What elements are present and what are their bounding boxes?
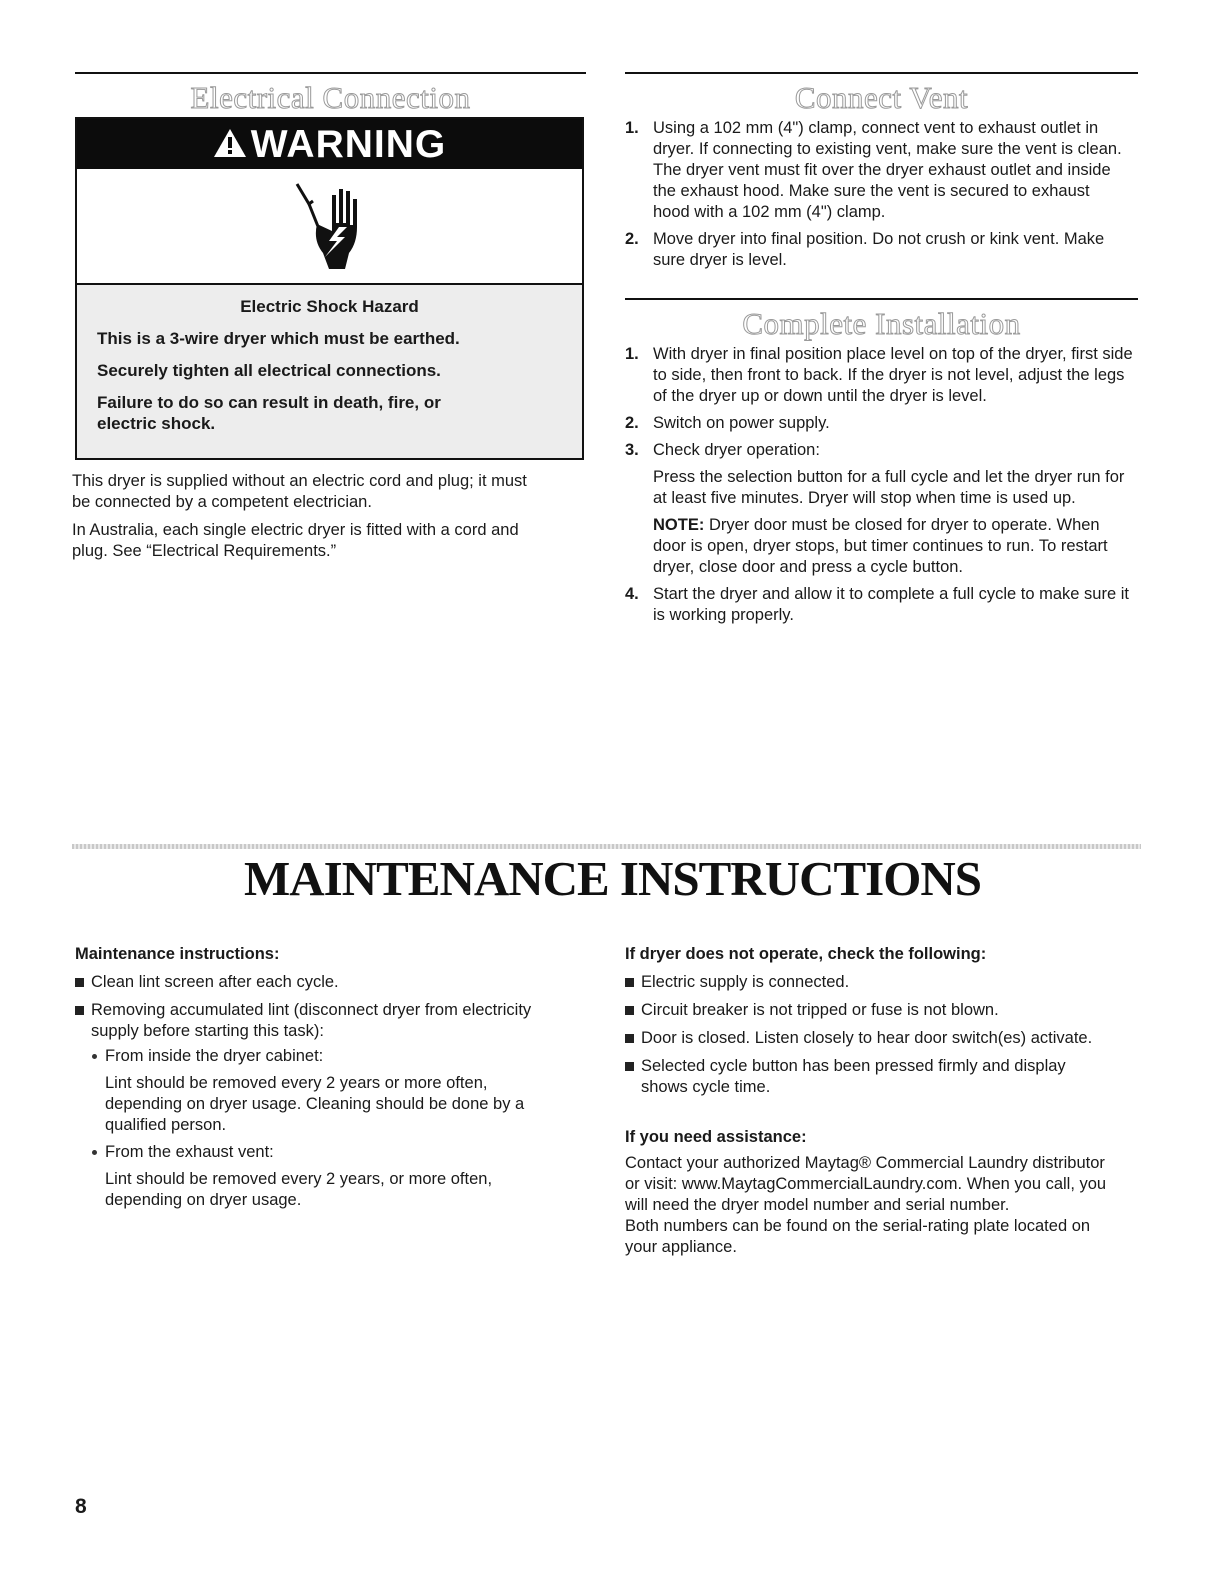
- item-text: Removing accumulated lint (disconnect dryer from electricity supply before starting this task):: [91, 1001, 532, 1040]
- list-item: [625, 1000, 1125, 1021]
- page-number: 8: [75, 1495, 87, 1518]
- bullet-dot-icon: [92, 1150, 97, 1155]
- note-label: NOTE:: [653, 516, 705, 534]
- troubleshoot-heading: If dryer does not operate, check the following:: [625, 945, 987, 963]
- bullet-icon: [625, 1006, 634, 1015]
- item-text: Circuit breaker is not tripped or fuse is not blown.: [641, 1001, 999, 1019]
- note-text: Dryer door must be closed for dryer to operate. When door is open, dryer stops, but timer continues to run. To restart dryer, close door and press a cycle button.: [653, 516, 1108, 576]
- step-number: 2.: [625, 414, 639, 432]
- list-item: [625, 118, 1125, 223]
- complete-installation-title: Complete Installation: [742, 306, 1021, 341]
- list-item: [625, 229, 1125, 271]
- hazard-line: Failure to do so can result in death, fire, or electric shock.: [97, 393, 441, 433]
- maintenance-list: [75, 972, 575, 1218]
- complete-installation-steps: [625, 344, 1135, 626]
- list-item: [91, 1046, 575, 1136]
- step-number: 4.: [625, 585, 639, 603]
- section-rule-electrical: [75, 72, 586, 74]
- section-rule-connect-vent: [625, 72, 1138, 74]
- step-text: Move dryer into final position. Do not crush or kink vent. Make sure dryer is level.: [653, 230, 1105, 269]
- list-item: [91, 1142, 575, 1211]
- bullet-icon: [625, 1034, 634, 1043]
- electrical-paragraph-2: In Australia, each single electric dryer is fitted with a cord and plug. See “Electrical Requirements.”: [72, 521, 519, 560]
- step-text: Start the dryer and allow it to complete a full cycle to make sure it is working properly.: [653, 585, 1129, 624]
- step-text: Check dryer operation:: [653, 441, 820, 459]
- assistance-text-2: Both numbers can be found on the serial-rating plate located on your appliance.: [625, 1217, 1091, 1256]
- list-item: [625, 584, 1135, 626]
- electrical-connection-title: Electrical Connection: [190, 80, 471, 115]
- bullet-icon: [625, 1062, 634, 1071]
- bullet-icon: [75, 978, 84, 987]
- item-text: Door is closed. Listen closely to hear door switch(es) activate.: [641, 1029, 1093, 1047]
- list-item: [75, 1000, 575, 1211]
- step-text: Using a 102 mm (4") clamp, connect vent to exhaust outlet in dryer. If connecting to existing vent, make sure the vent is clean. The dryer vent must fit over the dryer exhaust outlet and inside the exhaust hood. Make sure the vent is secured to exhaust hood with a 102 mm (4") clamp.: [653, 119, 1122, 221]
- hazard-title: Electric Shock Hazard: [240, 297, 419, 316]
- list-item: [75, 972, 575, 993]
- sub-text: Lint should be removed every 2 years, or more often, depending on dryer usage.: [105, 1170, 493, 1209]
- step-number: 2.: [625, 230, 639, 248]
- lint-sub-list: [91, 1046, 575, 1211]
- list-item: [625, 1028, 1125, 1049]
- sub-label: From the exhaust vent:: [105, 1143, 274, 1161]
- maintenance-divider-band: [72, 844, 1141, 849]
- assistance-heading: If you need assistance:: [625, 1128, 807, 1146]
- item-text: Electric supply is connected.: [641, 973, 850, 991]
- maintenance-heading: Maintenance instructions:: [75, 945, 280, 963]
- list-item: [625, 413, 1135, 434]
- bullet-dot-icon: [92, 1054, 97, 1059]
- sub-label: From inside the dryer cabinet:: [105, 1047, 324, 1065]
- bullet-icon: [75, 1006, 84, 1015]
- section-rule-complete-installation: [625, 298, 1138, 300]
- list-item: [625, 440, 1135, 578]
- connect-vent-title: Connect Vent: [794, 80, 969, 115]
- electric-shock-icon: [77, 169, 582, 283]
- step-note: [653, 515, 1135, 578]
- sub-text: Lint should be removed every 2 years or more often, depending on dryer usage. Cleaning should be done by a qualified person.: [105, 1074, 525, 1134]
- assistance-text: Contact your authorized Maytag® Commercial Laundry distributor or visit: www.MaytagCommercialLaundry.com. When you call, you will need the dryer model number and serial number.: [625, 1154, 1107, 1214]
- step-number: 3.: [625, 441, 639, 459]
- list-item: [625, 1056, 1125, 1098]
- troubleshoot-list: [625, 972, 1125, 1105]
- step-text: With dryer in final position place level on top of the dryer, first side to side, then front to back. If the dryer is not level, adjust the legs of the dryer up or down until the dryer is level.: [653, 345, 1133, 405]
- step-number: 1.: [625, 119, 639, 137]
- warning-label: WARNING: [250, 123, 447, 166]
- warning-header: [77, 119, 582, 169]
- item-text: Clean lint screen after each cycle.: [91, 973, 339, 991]
- list-item: [625, 972, 1125, 993]
- electrical-paragraph-1: This dryer is supplied without an electric cord and plug; it must be connected by a competent electrician.: [72, 472, 527, 511]
- warning-text-panel: [77, 285, 582, 458]
- step-detail: Press the selection button for a full cycle and let the dryer run for at least five minutes. Dryer will stop when time is used up.: [653, 468, 1125, 507]
- hazard-line: Securely tighten all electrical connections.: [97, 361, 441, 380]
- warning-box: [75, 117, 584, 460]
- hazard-line: This is a 3-wire dryer which must be earthed.: [97, 329, 460, 348]
- bullet-icon: [625, 978, 634, 987]
- warning-triangle-icon: [213, 128, 247, 158]
- maintenance-title: MAINTENANCE INSTRUCTIONS: [244, 851, 981, 906]
- step-text: Switch on power supply.: [653, 414, 830, 432]
- step-number: 1.: [625, 345, 639, 363]
- connect-vent-steps: [625, 118, 1125, 271]
- list-item: [625, 344, 1135, 407]
- item-text: Selected cycle button has been pressed firmly and display shows cycle time.: [641, 1057, 1066, 1096]
